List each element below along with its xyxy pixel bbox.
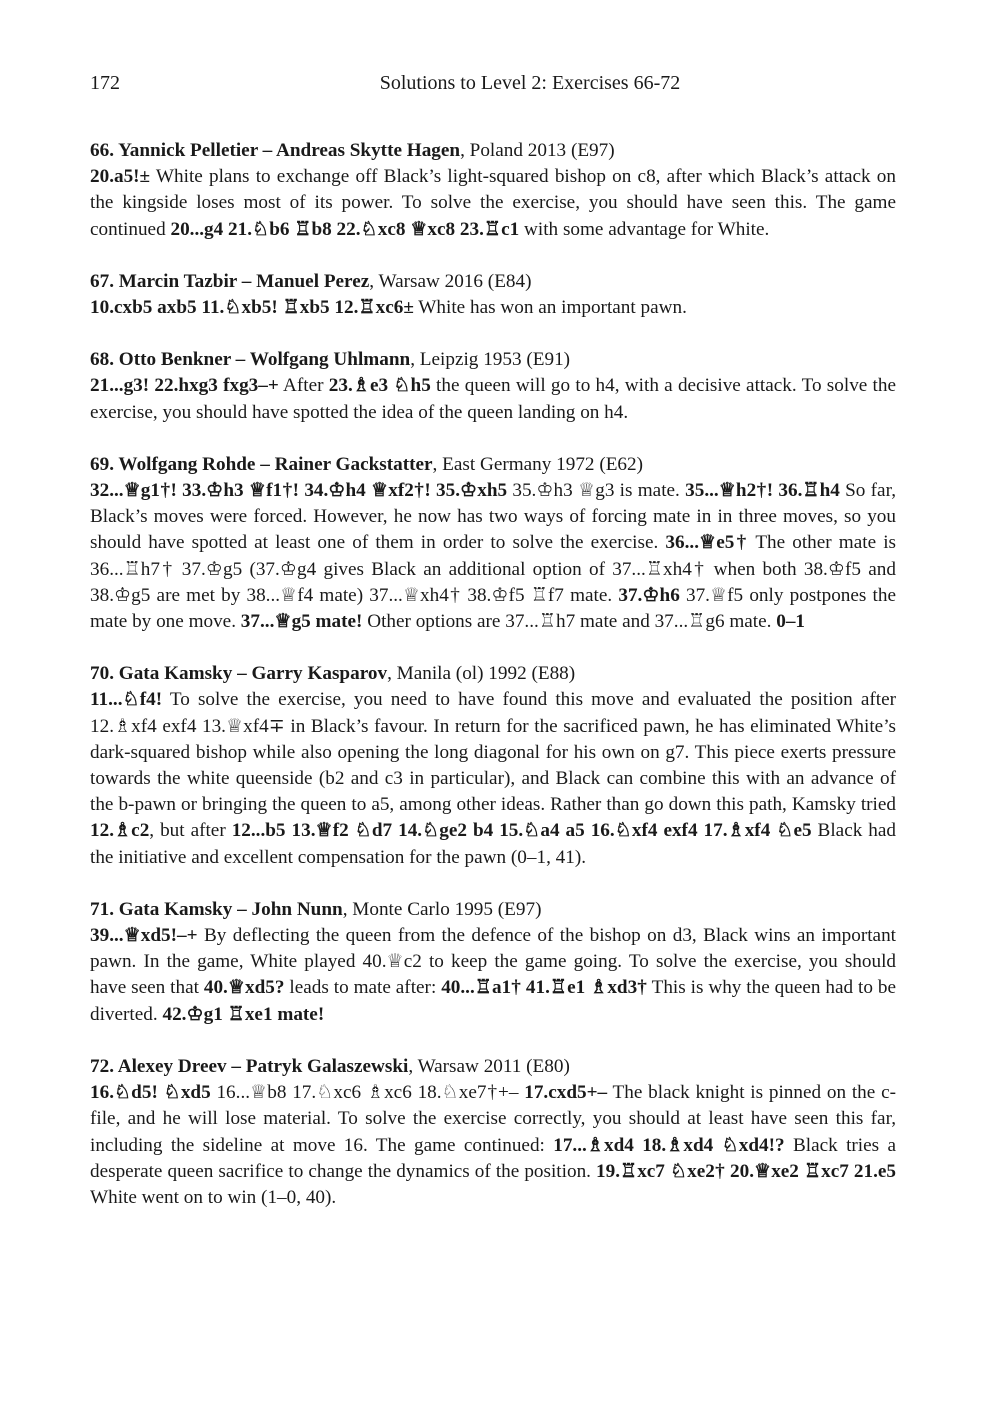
exercise-solution	[90, 347, 896, 426]
commentary-text: with some advantage for White.	[519, 218, 770, 240]
exercise-body	[90, 295, 896, 321]
move-sequence: 39...♕xd5!–+	[90, 925, 198, 947]
exercise-solution	[90, 138, 896, 243]
game-event: , Poland 2013 (E97)	[460, 140, 615, 161]
game-players: 67. Marcin Tazbir – Manuel Perez	[90, 270, 370, 292]
game-players: 70. Gata Kamsky – Garry Kasparov	[90, 663, 388, 685]
commentary-text: , but after	[149, 820, 232, 842]
commentary-text: Black tries a desperate queen sacrifice to change the dynamics of the position.	[90, 1134, 896, 1182]
commentary-text: After	[278, 375, 329, 397]
exercise-body	[90, 1080, 896, 1211]
exercise-body	[90, 478, 896, 635]
running-head: Solutions to Level 2: Exercises 66-72	[379, 72, 681, 94]
commentary-text: leads to mate after:	[284, 977, 442, 999]
move-sequence: 19.♖xc7 ♘xe2† 20.♕xe2 ♖xc7 21.e5	[596, 1160, 896, 1182]
exercise-body	[90, 687, 896, 870]
move-sequence: 20...g4 21.♘b6 ♖b8 22.♘xc8 ♕xc8 23.♖c1	[170, 218, 520, 240]
move-sequence: 36...♕e5†	[665, 532, 749, 554]
commentary-text: Black had the initiative and excellent compensation for the pawn (0–1, 41).	[90, 820, 896, 868]
game-event: , Warsaw 2016 (E84)	[369, 270, 532, 292]
page-number: 172	[90, 72, 120, 94]
move-sequence: 32...♕g1†! 33.♔h3 ♕f1†! 34.♔h4 ♕xf2†! 35.♔xh5	[90, 480, 508, 502]
move-sequence: 0–1	[776, 611, 806, 633]
commentary-text: 37.♕f5 only postpones the mate by one move.	[90, 584, 896, 633]
commentary-text: This is why the queen had to be diverted.	[90, 977, 896, 1025]
exercise-heading	[90, 452, 896, 478]
move-sequence: 11...♘f4!	[90, 689, 163, 711]
exercise-heading	[90, 1054, 896, 1080]
exercise-heading	[90, 269, 896, 295]
game-event: , Warsaw 2011 (E80)	[408, 1055, 570, 1077]
game-players: 72. Alexey Dreev – Patryk Galaszewski	[90, 1055, 409, 1077]
move-sequence: 40.♕xd5?	[203, 977, 285, 999]
exercise-solution	[90, 1054, 896, 1211]
move-sequence: 20.a5!±	[90, 166, 151, 188]
exercise-heading	[90, 661, 896, 687]
commentary-text: White has won an important pawn.	[413, 297, 687, 319]
game-event: , Leipzig 1953 (E91)	[410, 349, 571, 371]
exercise-body	[90, 164, 896, 243]
move-sequence: 40...♖a1† 41.♖e1 ♗xd3†	[441, 977, 648, 999]
move-sequence: 37...♕g5 mate!	[240, 611, 363, 633]
game-players: 66. Yannick Pelletier – Andreas Skytte Hagen	[90, 140, 461, 161]
commentary-text: So far, Black’s moves were forced. However, he now has two ways of forcing mate in in three moves, so you should have spotted at least one of them in order to solve the exercise.	[90, 480, 896, 554]
move-sequence: 17...♗xd4 18.♗xd4 ♘xd4!?	[553, 1134, 785, 1156]
commentary-text: White went on to win (1–0, 40).	[90, 1186, 337, 1208]
exercise-heading	[90, 138, 896, 164]
move-sequence: 12.♗c2	[90, 820, 150, 842]
commentary-text: To solve the exercise, you need to have found this move and evaluated the position after 12.♗xf4 exf4 13.♕xf4∓ in Black’s favour. In return for the sacrificed pawn, he has eliminated White’s dark-squared bishop while also opening the long diagonal for his own on g7. This piece exerts pressure towards the white queenside (b2 and c3 in particular), and Black can combine this with an advance of the b-pawn or bringing the queen to a5, among other ideas. Rather than go down this path, Kamsky tried	[90, 689, 896, 816]
commentary-text: 16...♕b8 17.♘xc6 ♗xc6 18.♘xe7†+–	[210, 1082, 525, 1104]
game-event: , East Germany 1972 (E62)	[432, 453, 644, 475]
commentary-text: the queen will go to h4, with a decisive attack. To solve the exercise, you should have spotted the idea of the queen landing on h4.	[90, 375, 897, 423]
move-sequence: 21...g3! 22.hxg3 fxg3–+	[90, 375, 279, 397]
move-sequence: 16.♘d5! ♘xd5	[90, 1082, 211, 1104]
move-sequence: 12...b5 13.♕f2 ♘d7 14.♘ge2 b4 15.♘a4 a5 16.♘xf4 exf4 17.♗xf4 ♘e5	[231, 820, 812, 842]
game-event: , Monte Carlo 1995 (E97)	[342, 898, 542, 920]
game-players: 68. Otto Benkner – Wolfgang Uhlmann	[90, 349, 411, 371]
exercise-solution	[90, 661, 896, 871]
commentary-text: The other mate is 36...♖h7† 37.♔g5 (37.♔g4 gives Black an additional option of 37...♖xh4† when both 38.♔f5 and 38.♔g5 are met by 38...♕f4 mate) 37...♕xh4† 38.♔f5 ♖f7 mate.	[90, 532, 897, 606]
move-sequence: 42.♔g1 ♖xe1 mate!	[162, 1003, 325, 1025]
game-event: , Manila (ol) 1992 (E88)	[387, 663, 576, 685]
commentary-text: Other options are 37...♖h7 mate and 37...♖g6 mate.	[362, 611, 777, 633]
move-sequence: 37.♔h6	[618, 584, 680, 606]
exercise-solution	[90, 897, 896, 1028]
exercise-heading	[90, 897, 896, 923]
move-sequence: 17.cxd5+–	[524, 1082, 608, 1104]
exercise-body	[90, 923, 896, 1028]
game-players: 69. Wolfgang Rohde – Rainer Gackstatter	[90, 453, 433, 475]
game-players: 71. Gata Kamsky – John Nunn	[90, 898, 343, 920]
exercise-body	[90, 373, 896, 425]
commentary-text: White plans to exchange off Black’s light-squared bishop on c8, after which Black’s attack on the kingside loses most of its power. To solve the exercise, you should have seen this. The game continued	[90, 166, 896, 240]
exercise-solution	[90, 269, 896, 321]
solutions-content	[90, 138, 896, 1237]
exercise-solution	[90, 452, 896, 635]
move-sequence: 10.cxb5 axb5 11.♘xb5! ♖xb5 12.♖xc6±	[90, 297, 414, 319]
commentary-text: The black knight is pinned on the c-file, and he will lose material. To solve the exercise correctly, you should at least have seen this far, including the sideline at move 16. The game continued:	[90, 1082, 896, 1156]
commentary-text: 35.♔h3 ♕g3 is mate.	[507, 480, 686, 502]
exercise-heading	[90, 347, 896, 373]
commentary-text: By deflecting the queen from the defence of the bishop on d3, Black wins an important pawn. In the game, White played 40.♕c2 to keep the game going. To solve the exercise, you should have seen that	[90, 925, 896, 999]
move-sequence: 23.♗e3 ♘h5	[328, 375, 431, 397]
move-sequence: 35...♕h2†! 36.♖h4	[685, 480, 840, 502]
